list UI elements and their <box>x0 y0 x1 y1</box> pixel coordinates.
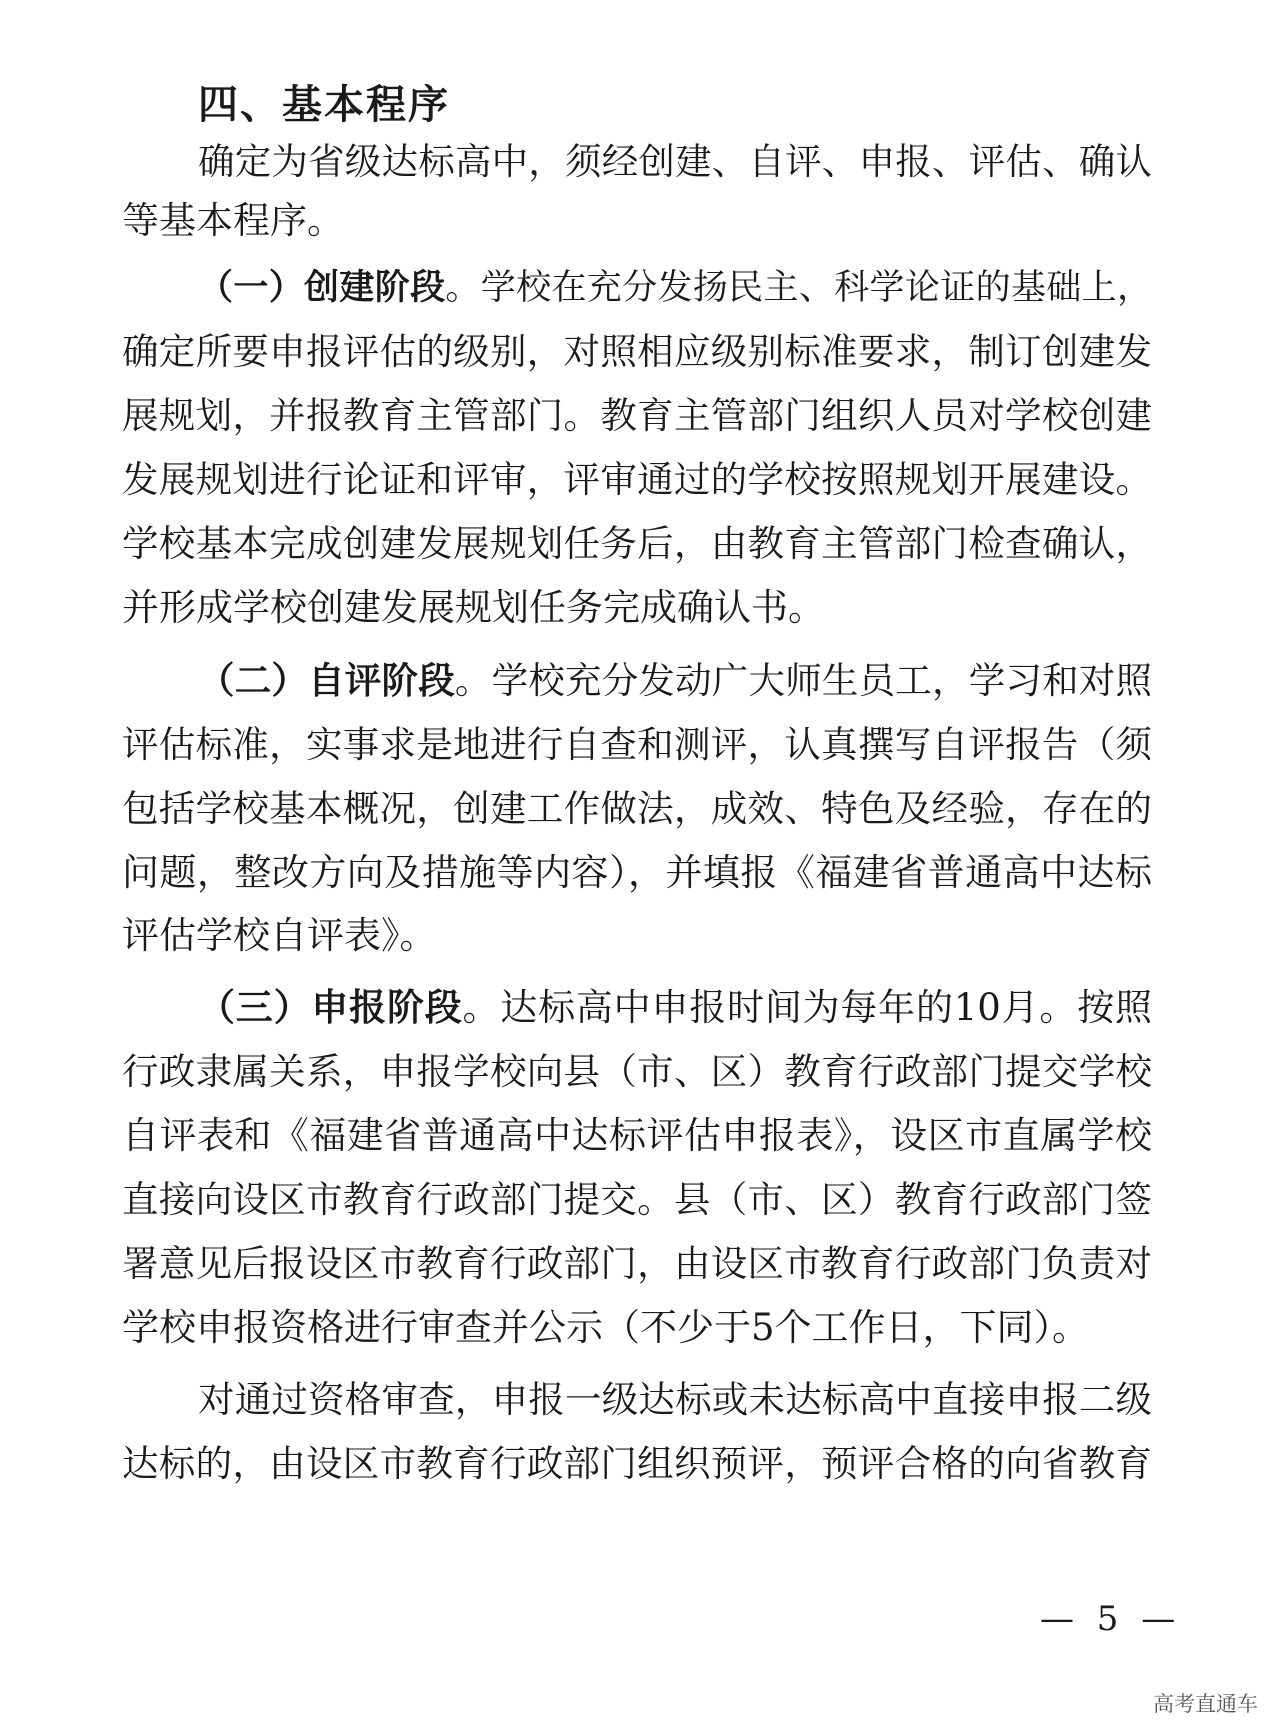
stage2-line-2: 评估标准，实事求是地进行自查和测评，认真撰写自评报告（须 <box>122 723 1152 766</box>
stage2-line-3: 包括学校基本概况，创建工作做法，成效、特色及经验，存在的 <box>122 787 1152 830</box>
stage1-line-3: 展规划，并报教育主管部门。教育主管部门组织人员对学校创建 <box>122 394 1152 437</box>
stage1-title: （一）创建阶段 <box>198 268 446 308</box>
stage1-line-4: 发展规划进行论证和评审，评审通过的学校按照规划开展建设。 <box>122 458 1152 501</box>
intro-line-1: 确定为省级达标高中，须经创建、自评、申报、评估、确认 <box>198 140 1152 183</box>
stage3-line-3: 自评表和《福建省普通高中达标评估申报表》，设区市直属学校 <box>122 1114 1152 1157</box>
stage2-line-1 <box>198 656 1152 706</box>
stage1-line-2: 确定所要申报评估的级别，对照相应级别标准要求，制订创建发 <box>122 330 1152 373</box>
stage1-line-6: 并形成学校创建发展规划任务完成确认书。 <box>122 586 825 629</box>
stage3-line-6: 学校申报资格进行审查并公示（不少于5个工作日，下同）。 <box>122 1306 1090 1349</box>
stage3-line-2: 行政隶属关系，申报学校向县（市、区）教育行政部门提交学校 <box>122 1050 1152 1093</box>
stage1-line-1-text: 。学校在充分发扬民主、科学论证的基础上， <box>445 268 1152 308</box>
stage1-line-5: 学校基本完成创建发展规划任务后，由教育主管部门检查确认， <box>122 522 1152 565</box>
intro-line-2: 等基本程序。 <box>122 199 344 242</box>
stage1-line-1 <box>198 263 1152 313</box>
page-number: — 5 — <box>1040 1599 1182 1639</box>
stage2-title: （二）自评阶段 <box>198 659 455 702</box>
stage3-line-4: 直接向设区市教育行政部门提交。县（市、区）教育行政部门签 <box>122 1178 1152 1221</box>
para4-line-2: 达标的，由设区市教育行政部门组织预评，预评合格的向省教育 <box>122 1442 1152 1485</box>
stage2-line-4: 问题，整改方向及措施等内容），并填报《福建省普通高中达标 <box>122 851 1152 894</box>
stage3-line-5: 署意见后报设区市教育行政部门，由设区市教育行政部门负责对 <box>122 1242 1152 1285</box>
stage3-line-1 <box>198 983 1152 1033</box>
stage3-line-1-text: 。达标高中申报时间为每年的10月。按照 <box>462 986 1152 1029</box>
para4-line-1: 对通过资格审查，申报一级达标或未达标高中直接申报二级 <box>198 1378 1152 1421</box>
stage2-line-5: 评估学校自评表》。 <box>122 914 437 957</box>
stage2-line-1-text: 。学校充分发动广大师生员工，学习和对照 <box>454 659 1153 702</box>
watermark: 高考直通车 <box>1153 1692 1258 1716</box>
section-heading: 四、基本程序 <box>198 82 450 128</box>
stage3-title: （三）申报阶段 <box>198 986 463 1029</box>
